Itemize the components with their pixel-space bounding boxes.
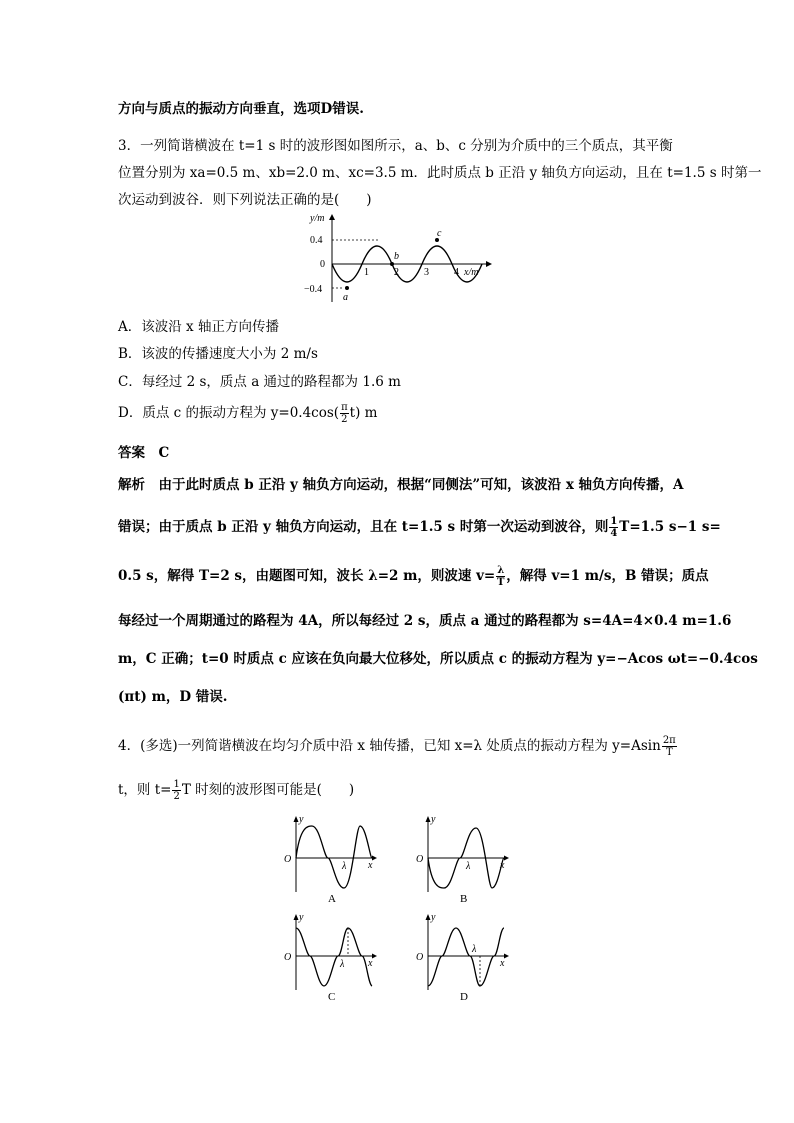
fig-d-lambda: λ <box>472 944 477 955</box>
question-3-line-1: 3．一列简谐横波在 t=1 s 时的波形图如图所示，a、b、c 分别为介质中的三个质点，其平衡 <box>118 138 673 154</box>
fig-a-x: x <box>368 860 373 871</box>
fig-b-x: x <box>500 860 505 871</box>
y-axis-arrow <box>329 214 335 220</box>
x-tick-2: 2 <box>394 267 399 278</box>
analysis-line-6: (πt) m，D 错误. <box>118 689 228 705</box>
figure-d <box>414 910 514 1002</box>
answer: 答案 C <box>118 445 170 461</box>
fig-d-o: O <box>416 952 424 963</box>
x-axis-label: x/m <box>464 267 479 278</box>
fig-b-lambda: λ <box>466 861 471 872</box>
analysis-line-3: 0.5 s，解得 T=2 s，由题图可知，波长 λ=2 m，则波速 v= $\frac{\lambda}{T}$ ，解得 v=1 m/s，B 错误；质点 <box>118 565 709 588</box>
question-4-line-1: 4．(多选)一列简谐横波在均匀介质中沿 x 轴传播，已知 x=λ 处质点的振动方程为 y=Asin $\frac{2\pi}{T}$ <box>118 735 676 758</box>
point-a <box>345 286 349 290</box>
fig-a-lambda: λ <box>342 861 347 872</box>
figure-a <box>282 812 382 904</box>
fig-c-o: O <box>284 952 292 963</box>
figure-b <box>414 812 514 904</box>
fig-d-label: D <box>460 991 468 1002</box>
y-tick-bottom: −0.4 <box>304 284 323 295</box>
option-d: D．质点 c 的振动方程为 y=0.4cos( $\frac{\pi}{2}$ t) m <box>118 402 378 425</box>
option-c: C．每经过 2 s，质点 a 通过的路程都为 1.6 m <box>118 374 401 390</box>
x-axis-arrow <box>486 261 492 267</box>
fig-b-label: B <box>460 893 468 904</box>
fig-c-y: y <box>299 912 304 923</box>
analysis-line-2: 错误；由于质点 b 正沿 y 轴负方向运动，且在 t=1.5 s 时第一次运动到波谷，则 $\frac{1}{4}$ T=1.5 s−1 s= <box>118 516 721 539</box>
question-3-line-2: 位置分别为 xa=0.5 m、xb=2.0 m、xc=3.5 m．此时质点 b 正沿 y 轴负方向运动，且在 t=1.5 s 时第一 <box>118 165 762 181</box>
fig-b-y: y <box>431 814 436 825</box>
fig-b-o: O <box>416 854 424 865</box>
fig-d-y: y <box>431 912 436 923</box>
point-a-label: a <box>343 292 348 303</box>
y-tick-top: 0.4 <box>310 235 323 246</box>
fig-c-lambda: λ <box>340 959 345 970</box>
fig-c-x: x <box>368 958 373 969</box>
point-b-label: b <box>394 251 399 262</box>
fig-a-label: A <box>328 893 336 904</box>
fig-a-y: y <box>299 814 304 825</box>
option-b: B．该波的传播速度大小为 2 m/s <box>118 346 318 362</box>
x-tick-3: 3 <box>424 267 429 278</box>
y-axis-label: y/m <box>310 213 325 224</box>
x-tick-1: 1 <box>364 267 369 278</box>
figure-c <box>282 910 382 1002</box>
analysis-line-5: m，C 正确；t=0 时质点 c 应该在负向最大位移处，所以质点 c 的振动方程为 y=−Acos ωt=−0.4cos <box>118 651 758 667</box>
point-c-label: c <box>437 228 442 239</box>
fig-c-label: C <box>328 991 336 1002</box>
previous-answer-tail: 方向与质点的振动方向垂直，选项D错误. <box>118 101 364 117</box>
fig-d-x: x <box>500 958 505 969</box>
option-a: A．该波沿 x 轴正方向传播 <box>118 319 279 335</box>
analysis-line-4: 每经过一个周期通过的路程为 4A，所以每经过 2 s，质点 a 通过的路程都为 s=4A=4×0.4 m=1.6 <box>118 613 732 629</box>
x-tick-4: 4 <box>454 267 459 278</box>
point-b <box>390 262 394 266</box>
question-3-wave-graph <box>296 212 496 304</box>
question-3-line-3: 次运动到波谷．则下列说法正确的是( ) <box>118 192 372 208</box>
question-4-line-2: t，则 t= $\frac{1}{2}$ T 时刻的波形图可能是( ) <box>118 779 355 802</box>
fig-a-o: O <box>284 854 292 865</box>
y-tick-zero: 0 <box>320 259 325 270</box>
analysis-line-1: 解析 由于此时质点 b 正沿 y 轴负方向运动，根据“同侧法”可知，该波沿 x 轴负方向传播，A <box>118 477 684 493</box>
